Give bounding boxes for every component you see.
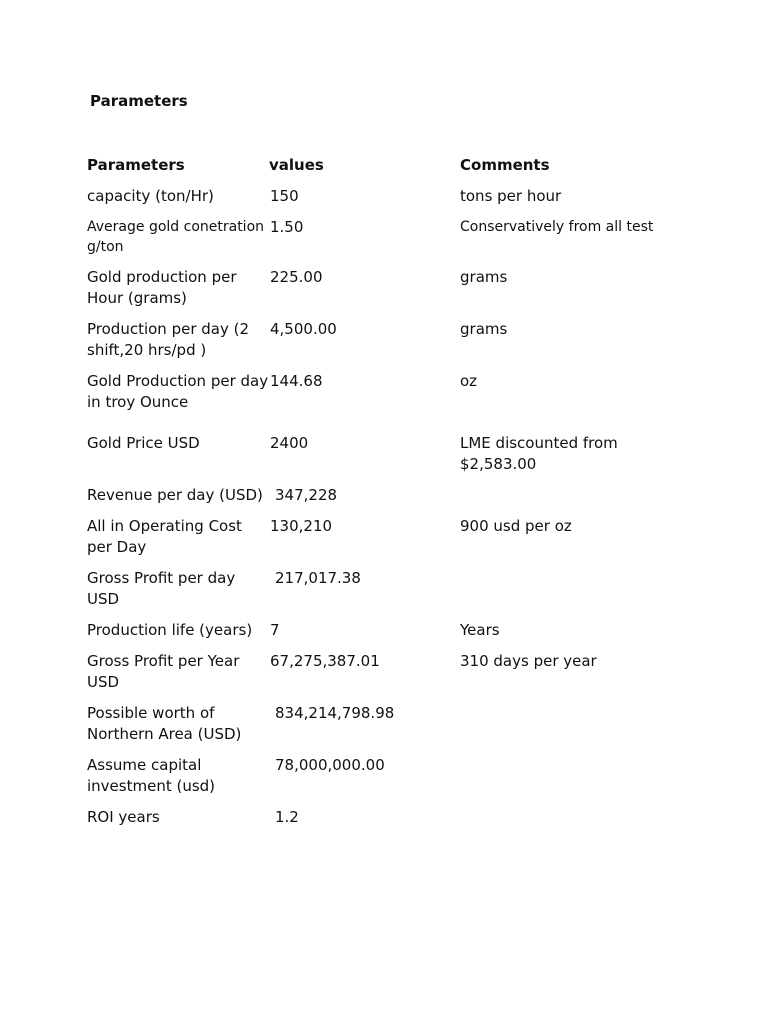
table-row	[87, 371, 667, 433]
table-row	[87, 516, 667, 568]
value-cell: 4,500.00	[270, 320, 337, 338]
comment-cell	[460, 568, 667, 620]
table-row	[87, 186, 667, 217]
parameter-cell: Gold Production per day in troy Ounce	[87, 372, 269, 411]
parameter-cell: Gross Profit per day USD	[87, 569, 236, 608]
parameter-cell: Possible worth of Northern Area (USD)	[87, 704, 242, 743]
parameter-cell: Revenue per day (USD)	[87, 486, 263, 504]
table-row	[87, 568, 667, 620]
page-title: Parameters	[90, 92, 188, 110]
parameter-cell: Assume capital investment (usd)	[87, 756, 216, 795]
comment-cell: grams	[460, 268, 508, 286]
table-row	[87, 651, 667, 703]
value-cell: 225.00	[270, 268, 323, 286]
table-row	[87, 703, 667, 755]
comment-cell: LME discounted from $2,583.00	[460, 434, 618, 473]
table-row	[87, 485, 667, 516]
table-row	[87, 620, 667, 651]
comment-cell: Years	[460, 621, 500, 639]
comment-cell	[460, 755, 667, 807]
comment-cell: 900 usd per oz	[460, 517, 572, 535]
value-cell: 7	[270, 621, 280, 639]
comment-cell	[460, 485, 667, 516]
value-cell: 150	[270, 187, 299, 205]
parameter-cell: All in Operating Cost per Day	[87, 517, 242, 556]
comment-cell: 310 days per year	[460, 652, 597, 670]
value-cell: 834,214,798.98	[275, 704, 395, 722]
column-header-comments: Comments	[460, 156, 550, 174]
value-cell: 1.2	[275, 808, 299, 826]
parameter-cell: Gold Price USD	[87, 434, 200, 452]
comment-cell	[460, 703, 667, 755]
column-header-values: values	[269, 156, 324, 174]
parameter-cell: ROI years	[87, 808, 160, 826]
value-cell: 1.50	[270, 218, 304, 236]
table-row	[87, 755, 667, 807]
value-cell: 217,017.38	[275, 569, 361, 587]
parameter-cell: Average gold conetration g/ton	[87, 219, 265, 255]
comment-cell: tons per hour	[460, 187, 562, 205]
value-cell: 130,210	[270, 517, 333, 535]
table-header-row	[87, 155, 667, 186]
table-row	[87, 267, 667, 319]
parameter-cell: Production per day (2 shift,20 hrs/pd )	[87, 320, 250, 359]
parameter-cell: Production life (years)	[87, 621, 253, 639]
comment-cell: oz	[460, 372, 478, 390]
table-row	[87, 807, 667, 838]
value-cell: 78,000,000.00	[275, 756, 385, 774]
column-header-parameters: Parameters	[87, 156, 185, 174]
table-row	[87, 433, 667, 485]
parameter-cell: capacity (ton/Hr)	[87, 187, 214, 205]
value-cell: 2400	[270, 434, 309, 452]
value-cell: 347,228	[275, 486, 338, 504]
comment-cell: Conservatively from all test	[460, 219, 654, 235]
table-row	[87, 217, 667, 267]
comment-cell: grams	[460, 320, 508, 338]
parameter-cell: Gold production per Hour (grams)	[87, 268, 237, 307]
table-row	[87, 319, 667, 371]
value-cell: 144.68	[270, 372, 323, 390]
value-cell: 67,275,387.01	[270, 652, 380, 670]
comment-cell	[460, 807, 667, 838]
parameters-table	[87, 155, 667, 838]
parameter-cell: Gross Profit per Year USD	[87, 652, 240, 691]
